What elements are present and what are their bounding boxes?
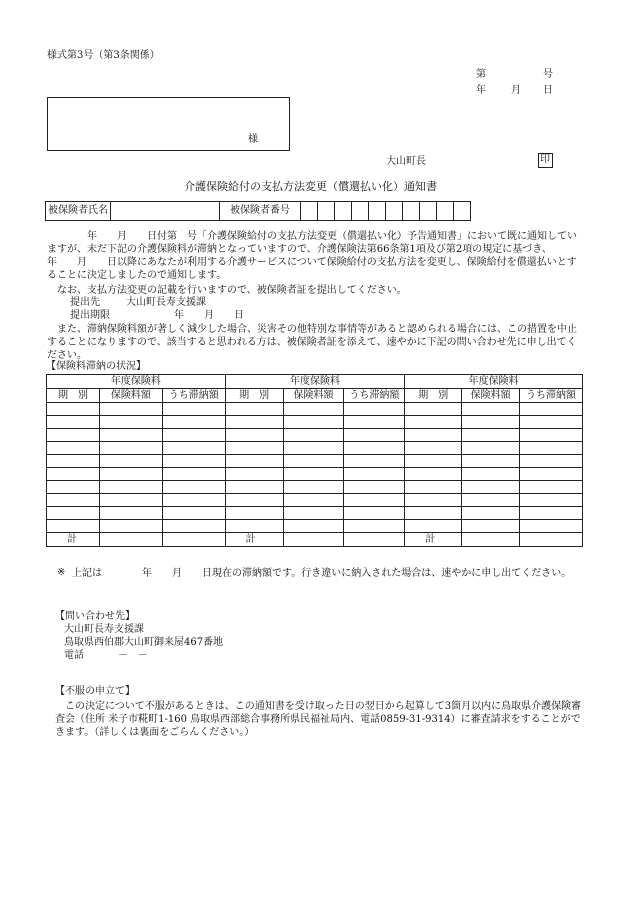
digit-cell <box>352 202 369 221</box>
insured-number-label: 被保険者番号 <box>220 202 301 221</box>
arrears-rows <box>47 403 583 533</box>
date-day: 日 <box>543 85 553 96</box>
col-period: 期 別 <box>405 389 462 403</box>
col-arrears: うち滞納額 <box>520 389 583 403</box>
digit-cell <box>335 202 352 221</box>
table-row <box>47 468 583 481</box>
digit-cell <box>369 202 386 221</box>
col-premium: 保険料額 <box>99 389 162 403</box>
appeal-heading: 【不服の申立て】 <box>55 686 135 697</box>
table-row <box>47 455 583 468</box>
body-paragraph-1: 年 月 日付第 号「介護保険給付の支払方法変更（償還払い化）予告通知書」において既に通知していますが、未だ下記の介護保険料が滞納となっていますので、介護保険法第66条第1項及び第2項の規定に基づき、 年 月 日以降にあなたが利用する介護サービスについて保険給付の支払方法を変更し、保険給付を償還払いとすることに決定しましたので通知します。 <box>47 231 587 281</box>
document-title: 介護保険給付の支払方法変更（償還払い化）通知書 <box>184 180 437 193</box>
digit-cell <box>454 202 471 221</box>
digit-cell <box>301 202 318 221</box>
deadline-label: 提出期限 <box>70 310 110 321</box>
body-paragraph-3: また、滞納保険料額が著しく減少した場合、災害その他特別な事情等があると認められる場合には、この措置を中止することになりますので、該当すると思われる方は、被保険者証を添えて、速やかに下記の問い合わせ先に申し出てください。 <box>47 324 577 361</box>
submit-to-value: 大山町長寿支援課 <box>126 297 206 308</box>
note-mark: ※ <box>57 567 66 578</box>
seal-mark: 印 <box>540 154 550 165</box>
insured-table <box>45 201 471 221</box>
col-premium: 保険料額 <box>283 389 344 403</box>
number-go: 号 <box>543 69 553 80</box>
issuer-name: 大山町長 <box>386 156 426 167</box>
deadline-value: 年 月 日 <box>174 310 244 321</box>
contact-heading: 【問い合わせ先】 <box>55 611 135 622</box>
total-row <box>47 533 583 547</box>
year-premium-header-2: 年度保険料 <box>225 375 405 389</box>
digit-cell <box>318 202 335 221</box>
insured-name-label: 被保険者氏名 <box>46 202 111 221</box>
col-period: 期 別 <box>225 389 283 403</box>
contact-dept: 大山町長寿支援課 <box>64 624 144 635</box>
date-year: 年 <box>476 85 486 96</box>
digit-cell <box>420 202 437 221</box>
col-arrears: うち滞納額 <box>344 389 405 403</box>
year-premium-header-1: 年度保険料 <box>47 375 226 389</box>
col-period: 期 別 <box>47 389 100 403</box>
body-paragraph-2: なお、支払方法変更の記載を行いますので、被保険者証を提出してください。 <box>47 285 407 296</box>
total-label: 計 <box>405 533 462 547</box>
digit-cell <box>386 202 403 221</box>
date-month: 月 <box>511 85 521 96</box>
recipient-sama: 様 <box>248 134 258 145</box>
col-arrears: うち滞納額 <box>162 389 225 403</box>
total-label: 計 <box>47 533 100 547</box>
table-row <box>47 494 583 507</box>
appeal-text: この決定について不服があるときは、この通知書を受け取った日の翌日から起算して3箇月以内に鳥取県介護保険審査会（住所 米子市糀町1-160 鳥取県西部総合事務所県民福祉局内、電話0859-31-9314）に審査請求をすることができます。（詳しくは裏面をごらんください。） <box>55 701 582 738</box>
note-text: 上記は 年 月 日現在の滞納額です。行き違いに納入された場合は、速やかに申し出てください。 <box>72 568 572 579</box>
digit-cell <box>437 202 454 221</box>
table-row <box>47 507 583 520</box>
table-row <box>47 416 583 429</box>
year-premium-header-3: 年度保険料 <box>405 375 583 389</box>
arrears-table <box>46 374 583 547</box>
table-row <box>47 481 583 494</box>
submit-to-label: 提出先 <box>70 297 100 308</box>
col-premium: 保険料額 <box>462 389 520 403</box>
form-id: 様式第3号（第3条関係） <box>47 50 160 61</box>
table-row <box>47 429 583 442</box>
number-dai: 第 <box>476 69 486 80</box>
table-row <box>47 403 583 416</box>
total-label: 計 <box>225 533 283 547</box>
arrears-heading: 【保険料滞納の状況】 <box>46 361 146 372</box>
insured-name-value <box>111 202 220 221</box>
table-row <box>47 442 583 455</box>
contact-phone-label: 電話 <box>64 650 84 661</box>
contact-phone-value: － － <box>118 650 148 661</box>
digit-cell <box>403 202 420 221</box>
table-row <box>47 520 583 533</box>
contact-address: 鳥取県西伯郡大山町御来屋467番地 <box>64 637 224 648</box>
